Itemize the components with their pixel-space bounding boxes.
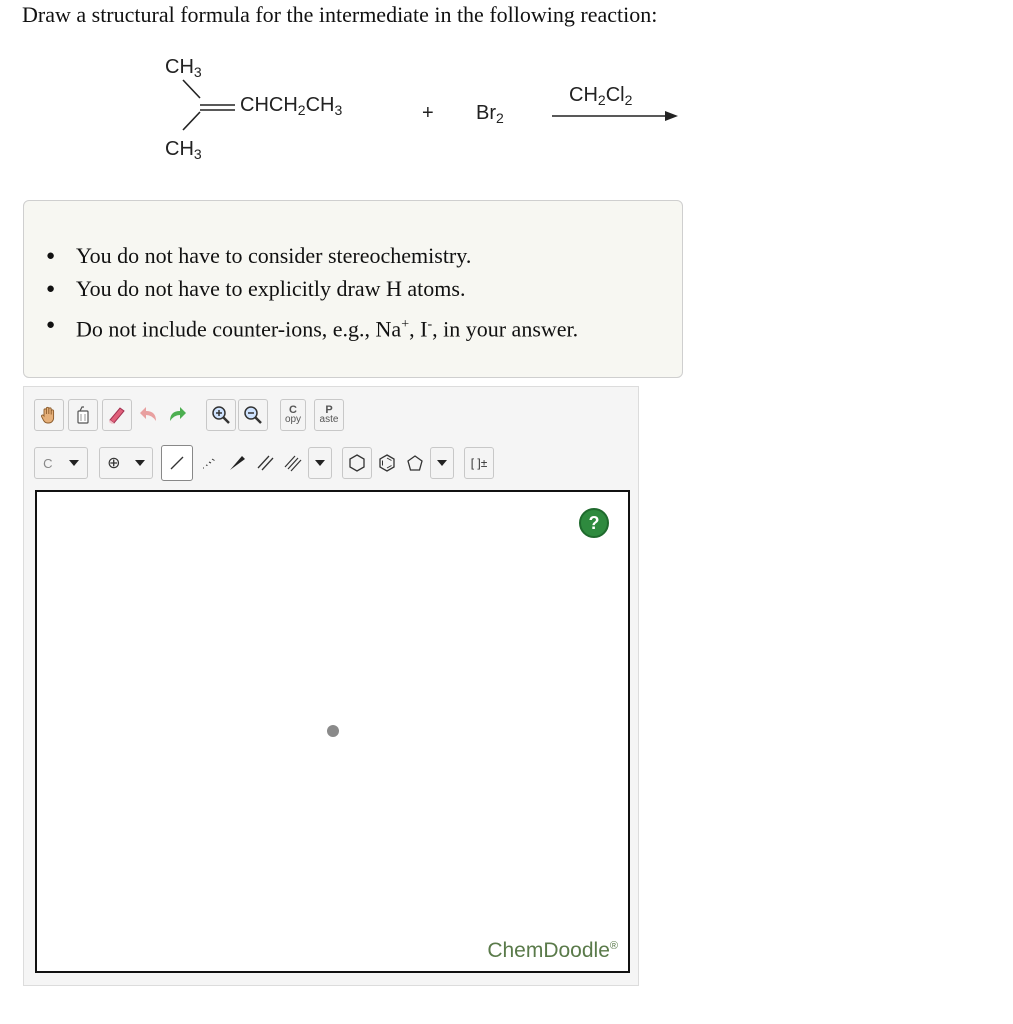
hand-icon [39,405,59,425]
benzene-icon [377,453,397,473]
chevron-down-icon [437,460,447,466]
chemdoodle-logo: ChemDoodle® [487,939,618,962]
undo-icon [138,405,160,425]
ring-dropdown[interactable] [430,447,454,479]
instruction-item: ● Do not include counter-ions, e.g., Na+, I-, in your answer. [76,310,578,343]
triple-bond-icon [283,453,303,473]
chevron-down-icon [315,460,325,466]
eraser-icon [107,405,127,425]
chemdoodle-editor [23,386,639,986]
wedge-bond-icon [227,453,247,473]
element-dropdown[interactable] [34,447,88,479]
redo-button[interactable] [164,399,190,431]
clear-button[interactable] [68,399,98,431]
zoom-out-button[interactable] [238,399,268,431]
chevron-down-icon [69,460,79,466]
double-bond-button[interactable] [252,447,278,479]
reaction-bonds [150,50,690,170]
canvas-origin-dot [327,725,339,737]
alkene-chain: $CHCH_2CH_3$ [240,94,343,118]
instructions-box [23,200,683,378]
zoom-in-icon [211,405,231,425]
question-prompt: Draw a structural formula for the intermediate in the following reaction: [22,2,658,27]
trash-icon [74,405,92,425]
bromine-reagent: $Br_2$ [476,102,504,126]
hexagon-icon [347,453,367,473]
instructions-list [76,241,578,343]
copy-button[interactable]: C opy [280,399,306,431]
reaction-scheme [150,50,690,170]
instruction-item: ● You do not have to consider stereochemistry. [76,241,578,274]
single-bond-button[interactable] [161,445,193,481]
zoom-out-icon [243,405,263,425]
double-bond-icon [255,453,275,473]
pan-hand-button[interactable] [34,399,64,431]
triple-bond-button[interactable] [280,447,306,479]
hashed-bond-button[interactable] [196,447,222,479]
charge-dropdown[interactable] [99,447,153,479]
methyl-top: $CH_3$ [165,56,202,80]
drawing-canvas[interactable] [35,490,630,973]
zoom-in-button[interactable] [206,399,236,431]
redo-icon [166,405,188,425]
solvent-label: $CH_2Cl_2$ [569,84,633,108]
pentagon-ring-button[interactable] [402,447,428,479]
help-button[interactable]: ? [579,508,609,538]
single-bond-icon [167,453,187,473]
chevron-down-icon [135,460,145,466]
pentagon-icon [405,453,425,473]
aromatic-ring-button[interactable] [374,447,400,479]
wedge-bond-button[interactable] [224,447,250,479]
element-label: C [43,455,53,471]
eraser-button[interactable] [102,399,132,431]
bond-dropdown[interactable] [308,447,332,479]
paste-button[interactable]: P aste [314,399,344,431]
instruction-item: ● You do not have to explicitly draw H atoms. [76,274,578,307]
charge-plus-icon: ⊕ [107,455,121,472]
hashed-bond-icon [199,453,219,473]
bracket-charge-button[interactable]: [ ]± [464,447,494,479]
undo-button[interactable] [136,399,162,431]
plus-sign: + [422,102,434,124]
methyl-bottom: $CH_3$ [165,138,202,162]
benzene-ring-button[interactable] [342,447,372,479]
